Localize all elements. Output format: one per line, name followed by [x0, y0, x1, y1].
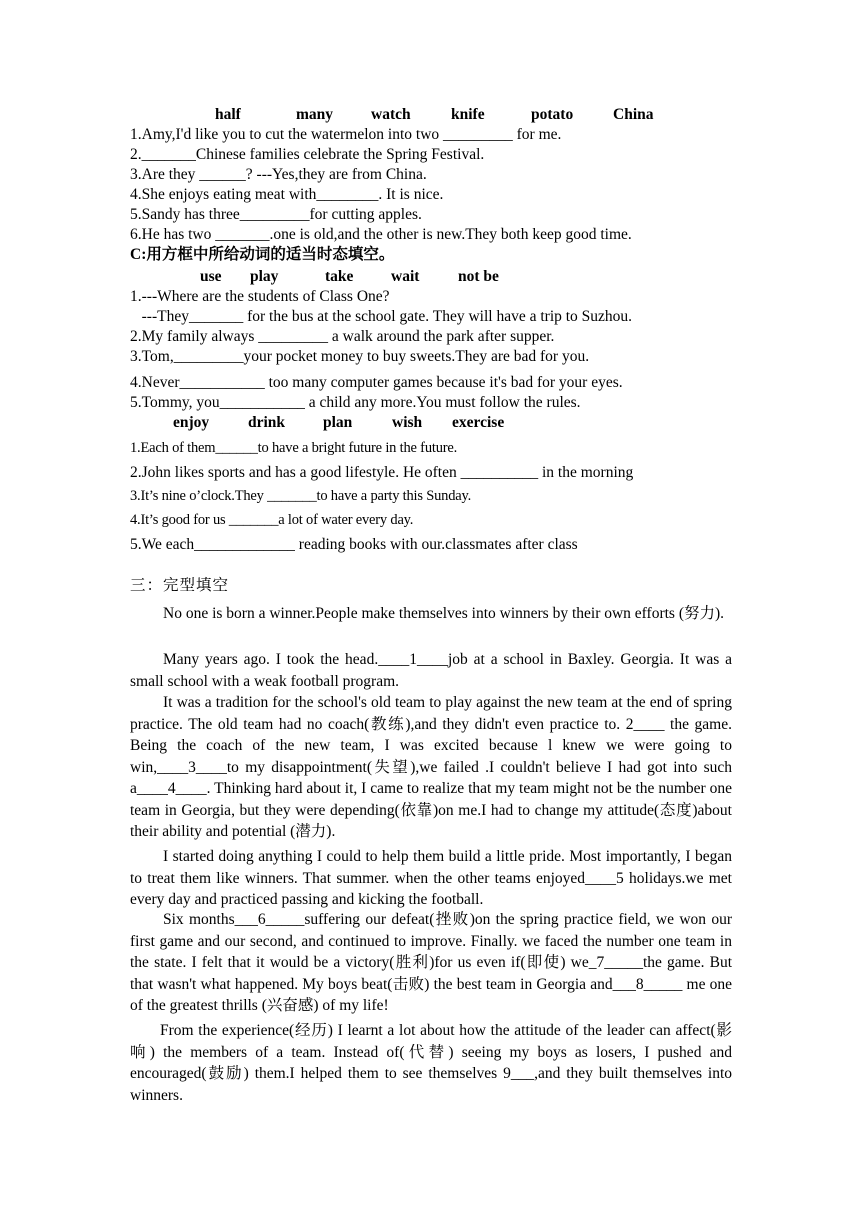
cloze-paragraph: [130, 649, 732, 692]
paragraph-text: No one is born a winner.People make themselves into winners by their own efforts (努力).: [163, 605, 725, 622]
word-bank-item: exercise: [452, 414, 505, 431]
question-line: 4.Never___________ too many computer games because it's bad for your eyes.: [130, 374, 623, 391]
word-bank-item: wish: [392, 414, 423, 431]
paragraph-text: Six months___6_____suffering our defeat(挫败)on the spring practice field, we won our first game and our second, and continued to improve. Finally. we faced the number one team in the state. I felt that it would be a victory(胜利)for us even if(即使) we_7_____the game. But that wasn't what happened. My boys beat(击败) the best team in Georgia and___8_____ me one of the greatest thrills (兴奋感) of my life!: [130, 911, 732, 1014]
question-line: 5.Tommy, you___________ a child any more.You must follow the rules.: [130, 394, 581, 411]
question-line: 1.Amy,I'd like you to cut the watermelon into two _________ for me.: [130, 126, 562, 143]
question-line: 5.Sandy has three_________for cutting apples.: [130, 206, 422, 223]
question-line: 1.---Where are the students of Class One?: [130, 288, 390, 305]
word-bank-item: drink: [248, 414, 286, 431]
word-bank-item: watch: [371, 106, 411, 123]
question-line: 3.Tom,_________your pocket money to buy sweets.They are bad for you.: [130, 348, 590, 365]
word-bank-d: [0, 413, 860, 433]
word-bank-item: take: [325, 268, 354, 285]
section-heading: C:用方框中所给动词的适当时态填空。: [130, 246, 395, 263]
word-bank-item: play: [250, 268, 279, 285]
word-bank-item: knife: [451, 106, 485, 123]
cloze-paragraph: [130, 603, 732, 625]
word-bank-item: half: [215, 106, 241, 123]
question-line: 2.John likes sports and has a good lifestyle. He often __________ in the morning: [130, 464, 634, 481]
cloze-paragraph: [130, 692, 732, 843]
word-bank-b: [0, 105, 860, 125]
paragraph-text: It was a tradition for the school's old team to play against the new team at the end of spring practice. The old team had no coach(教练),and they didn't even practice to. 2____ the game. Being the coach of the new team, I was excited because l knew we were going to win,____3____to my disappointment(失望),we failed .I couldn't believe I had got into such a____4____. Thinking hard about it, I came to realize that my team might not be the number one team in Georgia, but they were depending(依靠)on me.I had to change my attitude(态度)about their ability and potential (潜力).: [130, 694, 732, 840]
question-line: 4.It’s good for us _______a lot of water every day.: [130, 512, 414, 528]
word-bank-item: China: [613, 106, 654, 123]
question-line: 1.Each of them______to have a bright future in the future.: [130, 440, 458, 456]
question-line: 3.Are they ______? ---Yes,they are from China.: [130, 166, 427, 183]
cloze-heading: 三：完型填空: [130, 577, 230, 594]
question-line: 5.We each_____________ reading books with our.classmates after class: [130, 536, 578, 553]
cloze-paragraph: [130, 1020, 732, 1106]
question-line: 2.My family always _________ a walk around the park after supper.: [130, 328, 555, 345]
question-line: 3.It’s nine o’clock.They _______to have a party this Sunday.: [130, 488, 472, 504]
word-bank-item: not be: [458, 268, 499, 285]
question-line: 2._______Chinese families celebrate the Spring Festival.: [130, 146, 485, 163]
question-line: ---They_______ for the bus at the school gate. They will have a trip to Suzhou.: [130, 308, 633, 325]
cloze-paragraph: [130, 846, 732, 911]
word-bank-item: wait: [391, 268, 420, 285]
word-bank-c: [0, 267, 860, 287]
paragraph-text: Many years ago. I took the head.____1____job at a school in Baxley. Georgia. It was a small school with a weak football program.: [130, 651, 732, 690]
word-bank-item: plan: [323, 414, 353, 431]
cloze-paragraph: [130, 909, 732, 1017]
word-bank-item: enjoy: [173, 414, 210, 431]
word-bank-item: many: [296, 106, 334, 123]
paragraph-text: From the experience(经历) I learnt a lot about how the attitude of the leader can affect(影响) the members of a team. Instead of(代替) seeing my boys as losers, I pushed and encouraged(鼓励) them.I helped them to see themselves 9___,and they built themselves into winners.: [130, 1022, 732, 1104]
word-bank-item: use: [200, 268, 222, 285]
paragraph-text: I started doing anything I could to help them build a little pride. Most importantly, I began to treat them like winners. That summer. when the other teams enjoyed____5 holidays.we met every day and practiced passing and kicking the football.: [130, 848, 732, 908]
question-line: 6.He has two _______.one is old,and the other is new.They both keep good time.: [130, 226, 632, 243]
question-line: 4.She enjoys eating meat with________. It is nice.: [130, 186, 444, 203]
word-bank-item: potato: [531, 106, 574, 123]
